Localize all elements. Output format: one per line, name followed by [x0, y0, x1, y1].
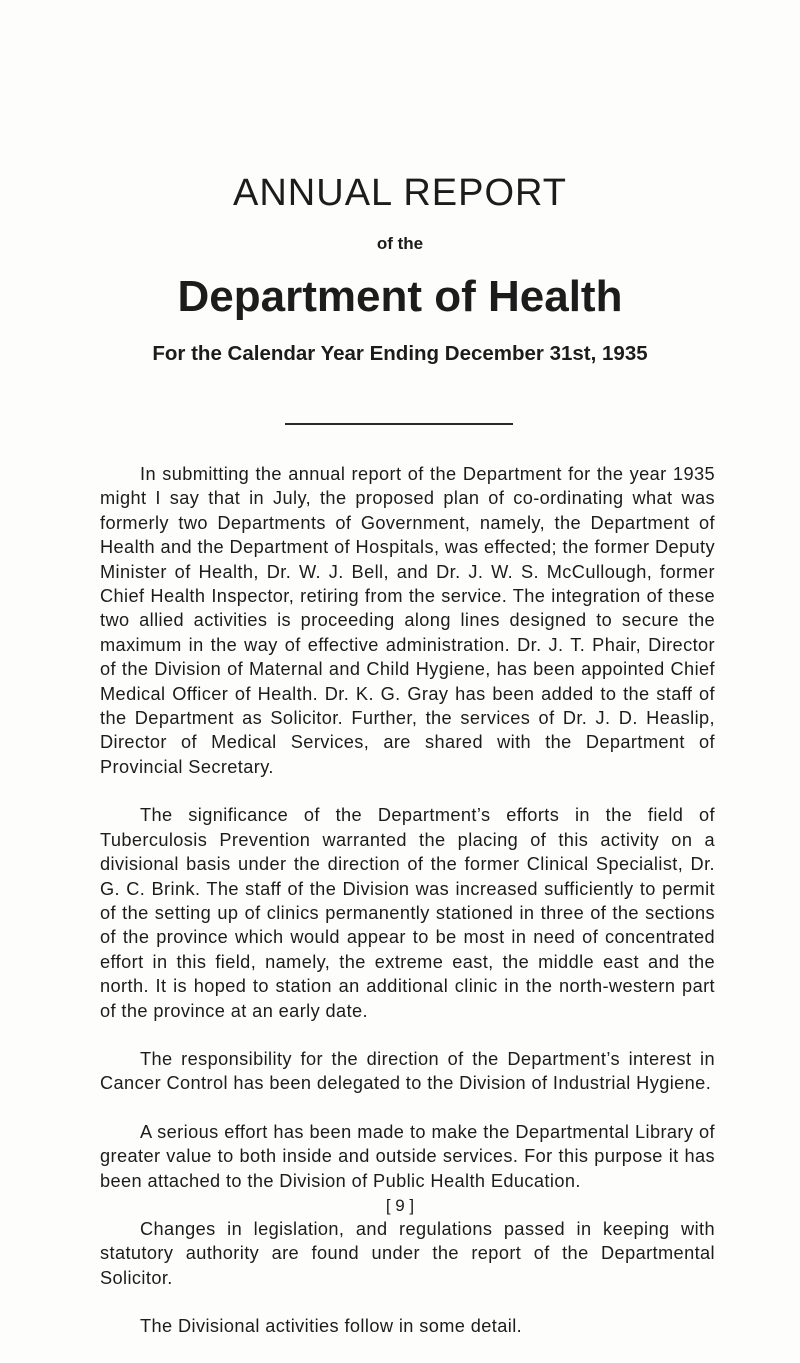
paragraph-4: A serious effort has been made to make the Departmental Library of greater value to both inside and outside services. For this purpose it has been attached to the Division of Public Health Education. — [100, 1121, 715, 1191]
paragraph-3: The responsibility for the direction of the Department’s interest in Cancer Control has been delegated to the Division of Industrial Hygiene. — [100, 1048, 715, 1094]
paragraph-5: Changes in legislation, and regulations passed in keeping with statutory authority are found under the report of the Departmental Solicitor. — [100, 1218, 715, 1288]
department-title: Department of Health — [177, 272, 623, 321]
report-body — [100, 462, 715, 1363]
report-title: ANNUAL REPORT — [233, 172, 567, 214]
of-the-label: of the — [376, 234, 424, 253]
report-period-subtitle: For the Calendar Year Ending December 31st, 1935 — [152, 342, 648, 365]
paragraph-1: In submitting the annual report of the Department for the year 1935 might I say that in July, the proposed plan of co-ordinating what was formerly two Departments of Government, namely, the Department of Health and the Department of Hospitals, was effected; the former Deputy Minister of Health, Dr. W. J. Bell, and Dr. J. W. S. McCullough, former Chief Health Inspector, retiring from the service. The integration of these two allied activities is proceeding along lines designed to secure the maximum in the way of effective administration. Dr. J. T. Phair, Director of the Division of Maternal and Child Hygiene, has been appointed Chief Medical Officer of Health. Dr. K. G. Gray has been added to the staff of the Department as Solicitor. Further, the services of Dr. J. D. Heaslip, Director of Medical Services, are shared with the Department of Provincial Secretary. — [100, 464, 715, 777]
paragraph-6: The Divisional activities follow in some detail. — [140, 1316, 523, 1337]
page-number: [ 9 ] — [385, 1196, 415, 1215]
divider-rule — [285, 423, 513, 425]
paragraph-2: The significance of the Department’s efforts in the field of Tuberculosis Prevention warranted the placing of this activity on a divisional basis under the direction of the former Clinical Specialist, Dr. G. C. Brink. The staff of the Division was increased sufficiently to permit of the setting up of clinics permanently stationed in three of the sections of the province which would appear to be most in need of concentrated effort in this field, namely, the extreme east, the middle east and the north. It is hoped to station an additional clinic in the north-western part of the province at an early date. — [100, 805, 715, 1021]
